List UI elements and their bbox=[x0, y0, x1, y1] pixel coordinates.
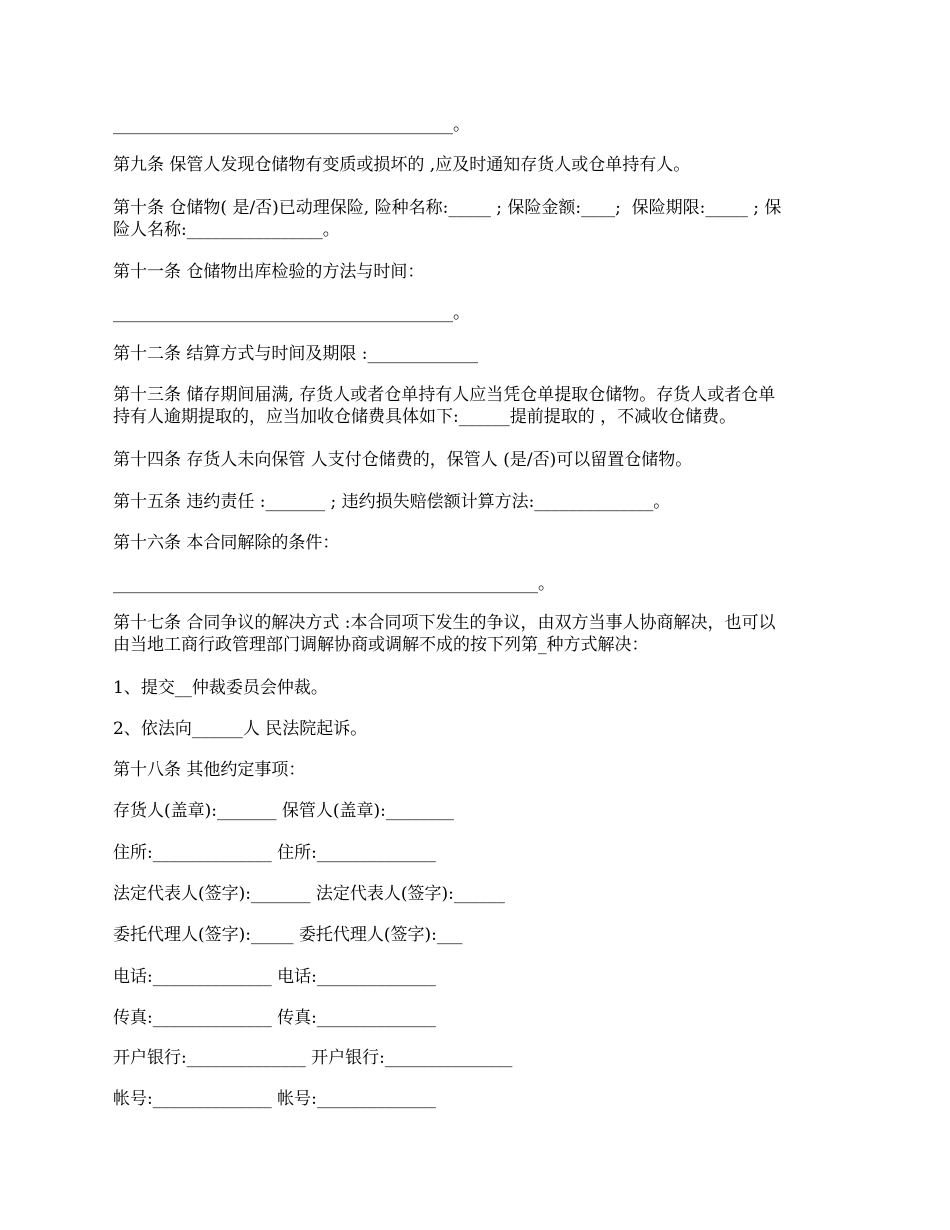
text-line: 第十五条 违约责任 :_______ ; 违约损失赔偿额计算方法:______________。 bbox=[113, 492, 671, 512]
text-line: 1、提交__仲裁委员会仲裁。 bbox=[113, 678, 328, 698]
text-line: 第九条 保管人发现仓储物有变质或损坏的 ,应及时通知存货人或仓单持有人。 bbox=[113, 155, 691, 175]
text-line: 第十一条 仓储物出库检验的方法与时间： bbox=[113, 262, 425, 282]
text-line: 传真:______________ 传真:______________ bbox=[113, 1008, 436, 1028]
text-line: 第十条 仓储物( 是/否)已动理保险, 险种名称:_____ ; 保险金额:____; 保险期限:_____ ; 保 bbox=[113, 198, 782, 218]
text-line: 第十六条 本合同解除的条件： bbox=[113, 533, 340, 553]
text-line: 第十三条 储存期间届满, 存货人或者仓单持有人应当凭仓单提取仓储物。存货人或者仓单 bbox=[113, 385, 776, 405]
text-line: 第十四条 存货人未向保管 人支付仓储费的，保管人 (是/否)可以留置仓储物。 bbox=[113, 450, 693, 470]
text-line: 持有人逾期提取的，应当加收仓储费具体如下:______提前提取的 ，不减收仓储费。 bbox=[113, 407, 737, 427]
text-line: 委托代理人(签字):_____ 委托代理人(签字):___ bbox=[113, 925, 463, 945]
text-line: 法定代表人(签字):_______ 法定代表人(签字):______ bbox=[113, 884, 505, 904]
text-line: 开户银行:______________ 开户银行:_______________ bbox=[113, 1048, 513, 1068]
text-line: 第十七条 合同争议的解决方式 :本合同项下发生的争议，由双方当事人协商解决，也可以 bbox=[113, 613, 776, 633]
text-line: 险人名称:________________。 bbox=[113, 220, 340, 240]
text-line: 住所:______________ 住所:______________ bbox=[113, 843, 436, 863]
text-line: 电话:______________ 电话:______________ bbox=[113, 967, 436, 987]
text-line: ________________________________________。 bbox=[113, 115, 470, 135]
text-line: 帐号:______________ 帐号:______________ bbox=[113, 1089, 436, 1109]
text-line: 2、依法向______人 民法院起诉。 bbox=[113, 719, 368, 739]
text-line: ________________________________________。 bbox=[113, 303, 470, 323]
text-line: 第十二条 结算方式与时间及期限 :_____________ bbox=[113, 344, 479, 364]
text-line: 存货人(盖章):_______ 保管人(盖章):________ bbox=[113, 801, 454, 821]
text-line: __________________________________________________。 bbox=[113, 574, 555, 594]
text-line: 第十八条 其他约定事项： bbox=[113, 760, 306, 780]
text-line: 由当地工商行政管理部门调解协商或调解不成的按下列第_种方式解决： bbox=[113, 635, 649, 655]
